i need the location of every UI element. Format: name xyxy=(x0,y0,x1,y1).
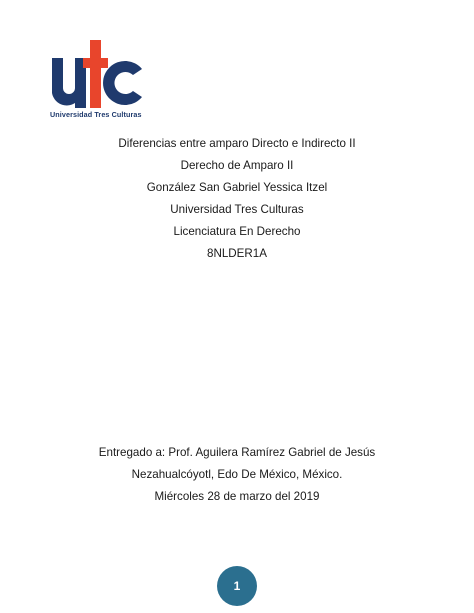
submission-info xyxy=(0,442,474,508)
cover-info xyxy=(0,133,474,265)
group-code: 8NLDER1A xyxy=(207,247,267,260)
degree-name: Licenciatura En Derecho xyxy=(173,225,301,238)
logo-letter-c xyxy=(103,61,142,105)
submitted-to: Entregado a: Prof. Aguilera Ramírez Gabriel de Jesús xyxy=(98,446,376,459)
logo-letter-u xyxy=(52,58,86,108)
logo-letter-t-stem xyxy=(90,40,101,108)
date: Miércoles 28 de marzo del 2019 xyxy=(154,490,320,503)
page-number-badge: 1 xyxy=(217,566,257,606)
logo-caption: Universidad Tres Culturas xyxy=(50,110,142,119)
document-title: Diferencias entre amparo Directo e Indirecto II xyxy=(118,137,356,150)
student-name: González San Gabriel Yessica Itzel xyxy=(146,181,328,194)
utc-logo-mark xyxy=(50,38,146,110)
location: Nezahualcóyotl, Edo De México, México. xyxy=(131,468,343,481)
utc-logo xyxy=(50,38,146,122)
logo-letter-t-bar xyxy=(83,58,108,68)
course-name: Derecho de Amparo II xyxy=(180,159,294,172)
university-name: Universidad Tres Culturas xyxy=(170,203,304,216)
